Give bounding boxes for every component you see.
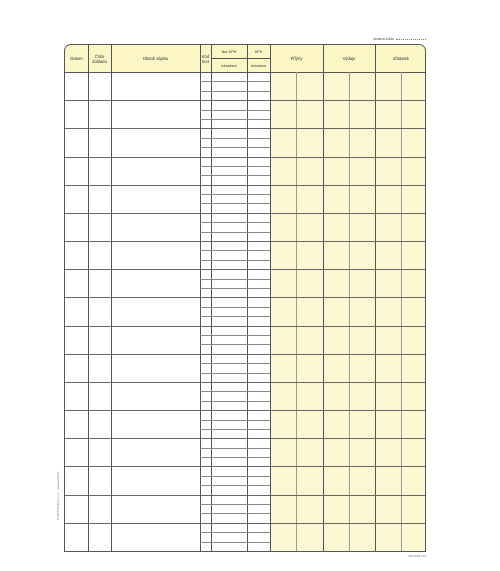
table-subrow-line: [200, 476, 270, 477]
table-subrow-line: [200, 110, 270, 111]
table-subrow-line: [200, 344, 270, 345]
table-subrow-line: [200, 316, 270, 317]
table-row-line: [65, 523, 425, 524]
table-row-line: [65, 100, 425, 101]
table-subrow-line: [200, 391, 270, 392]
table-row-line: [65, 185, 425, 186]
table-subrow-line: [200, 485, 270, 486]
publisher-note: © OPTYS spol. s r.o. · www.optys.cz: [56, 471, 60, 520]
table-subrow-line: [200, 279, 270, 280]
table-row-line: [65, 354, 425, 355]
page-number-field: [374, 36, 426, 41]
table-row-line: [65, 326, 425, 327]
table-subrow-line: [200, 448, 270, 449]
table-subrow-line: [200, 532, 270, 533]
table-subrow-line: [200, 81, 270, 82]
table-subrow-line: [200, 429, 270, 430]
table-subrow-line: [200, 250, 270, 251]
table-row-line: [65, 410, 425, 411]
table-subrow-line: [200, 260, 270, 261]
table-subrow-line: [200, 91, 270, 92]
table-row-line: [65, 241, 425, 242]
table-row-line: [65, 157, 425, 158]
header-vydaje: Výdaje: [342, 56, 356, 61]
table-row-line: [65, 269, 425, 270]
table-subrow-line: [200, 222, 270, 223]
table-subrow-line: [200, 363, 270, 364]
table-subrow-line: [200, 194, 270, 195]
table-subrow-line: [200, 457, 270, 458]
header-kod: Kód text: [201, 53, 210, 64]
table-subrow-line: [200, 119, 270, 120]
table-row-line: [65, 438, 425, 439]
table-row-line: [65, 297, 425, 298]
header-prijmy: Příjmy: [290, 56, 303, 61]
header-sub-right: tuhodnnd: [251, 63, 266, 68]
table-subrow-line: [200, 420, 270, 421]
header-dph: DPH: [254, 49, 263, 54]
table-row-line: [65, 213, 425, 214]
form-code: OP 1234 / 01: [408, 554, 426, 558]
header-bez-dph: Bez DPH: [221, 49, 237, 54]
amount-columns-band: [270, 72, 426, 551]
table-row-line: [65, 495, 425, 496]
table-subrow-line: [200, 288, 270, 289]
table-row-line: [65, 466, 425, 467]
header-zustatek: Zůstatek: [392, 56, 410, 61]
header-sub-left: tuhodnnd: [221, 63, 237, 68]
table-subrow-line: [200, 335, 270, 336]
table-subrow-line: [200, 166, 270, 167]
table-row-line: [65, 128, 425, 129]
table-subrow-line: [200, 401, 270, 402]
table-subrow-line: [200, 513, 270, 514]
table-subrow-line: [200, 307, 270, 308]
table-subrow-line: [200, 175, 270, 176]
header-cislo-dokladu: Číslo dokladu: [92, 53, 107, 64]
table-subrow-line: [200, 542, 270, 543]
table-subrow-line: [200, 138, 270, 139]
table-subrow-line: [200, 232, 270, 233]
page-number-label: strana číslo: [373, 36, 394, 41]
page-number-blank[interactable]: [396, 39, 426, 40]
table-header: [65, 45, 425, 73]
cash-book-form: [64, 44, 426, 552]
table-row-line: [65, 382, 425, 383]
header-datum: Datum: [70, 56, 83, 61]
table-subrow-line: [200, 504, 270, 505]
table-subrow-line: [200, 203, 270, 204]
table-subrow-line: [200, 373, 270, 374]
table-subrow-line: [200, 147, 270, 148]
header-obsah-zapisu: Obsah zápisu: [142, 56, 169, 61]
